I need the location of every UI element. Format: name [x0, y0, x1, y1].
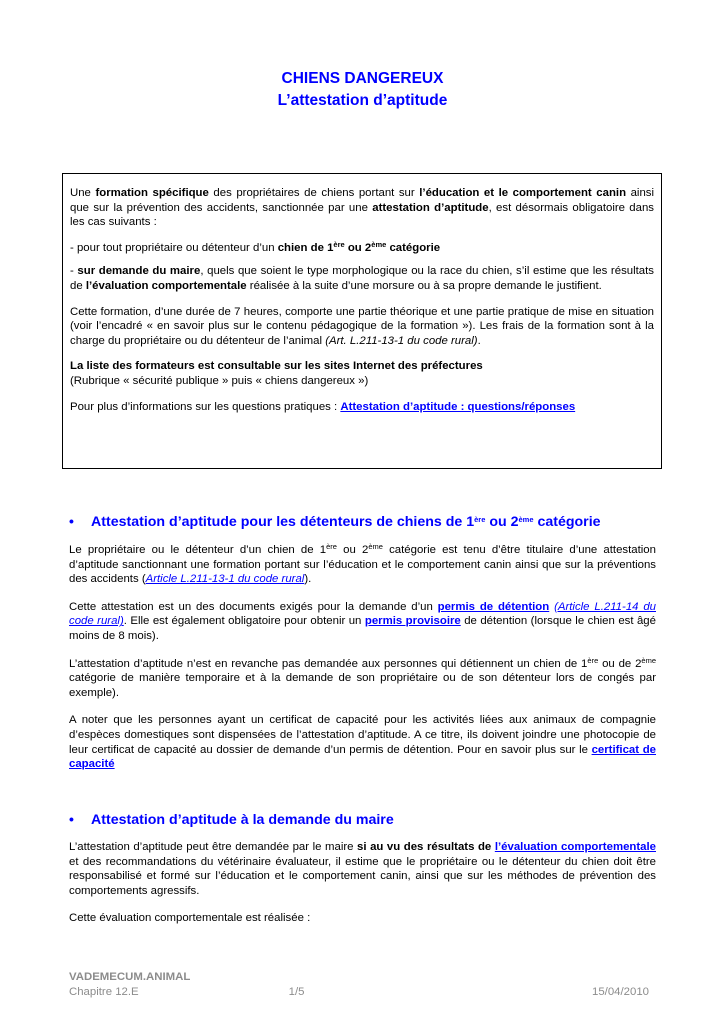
text-bold: La liste des formateurs est consultable sur les sites Internet des préfectures: [70, 360, 483, 373]
text: Pour plus d’informations sur les questions pratiques :: [70, 400, 341, 413]
text: - pour tout propriétaire ou détenteur d’un: [70, 241, 278, 254]
text: (Rubrique « sécurité publique » puis « chiens dangereux »): [70, 374, 369, 387]
text: Le propriétaire ou le détenteur d’un chien de 1: [69, 544, 327, 556]
superscript: ère: [587, 655, 599, 665]
footer-chapter: Chapitre 12.E: [69, 986, 139, 998]
section-1-paragraph-3: [69, 657, 656, 701]
text-bold: l’éducation et le comportement canin: [419, 187, 627, 199]
text: Une: [70, 187, 96, 199]
info-box: [62, 173, 662, 469]
heading-text: catégorie: [533, 514, 601, 530]
section-1-heading: [69, 512, 601, 531]
superscript: ère: [326, 542, 337, 551]
text: Cette attestation est un des documents exigés pour la demande d’un: [69, 600, 438, 613]
section-1-body: [69, 543, 656, 785]
box-paragraph-3: [70, 264, 654, 293]
superscript: ème: [368, 542, 383, 551]
footer-row: [69, 985, 649, 1000]
box-paragraph-2: [70, 241, 654, 256]
text: des propriétaires de chiens portant sur: [208, 187, 420, 199]
text: , quels que soient le type morphologique ou la race du chien, s’il estime que les résultats de: [70, 265, 654, 292]
superscript: ère: [333, 239, 345, 249]
footer-date: 15/04/2010: [591, 986, 649, 998]
text: catégorie de manière temporaire et à la demande de son propriétaire ou de son détenteur lors de congés par exemple).: [69, 672, 656, 699]
section-1-paragraph-2: [69, 600, 656, 644]
box-paragraph-5: [70, 359, 654, 388]
text: réalisée à la suite d’une morsure ou à sa propre demande le justifient.: [246, 279, 602, 292]
faq-link[interactable]: Attestation d’aptitude : questions/réponses: [340, 400, 576, 413]
text: ou de 2: [598, 657, 642, 670]
box-paragraph-6: [70, 400, 654, 415]
certificat-capacite-link[interactable]: certificat de capacité: [69, 743, 656, 771]
superscript: ème: [371, 239, 387, 249]
text-bold: attestation d’aptitude: [372, 201, 489, 214]
text: et des recommandations du vétérinaire évaluateur, il estime que le propriétaire ou le détenteur du chien doit être responsabilisé et formé sur l’éducation et le comportement canin, ainsi que sur les méthodes de prévention des comportements agressifs.: [69, 855, 656, 897]
text: catégorie est tenu d’être titulaire d’une attestation d’aptitude sanctionnant une formation portant sur l’éducation et le comportement canin ainsi que sur la préventions des accidents (: [69, 544, 656, 586]
text: A noter que les personnes ayant un certificat de capacité pour les activités liées aux animaux de compagnie d’espèces domestiques sont dispensées de l’attestation d’aptitude. A ce titre, ils doivent joindre une photocopie de leur certificat de capacité au dossier de demande d’un permis de détention. Pour en savoir plus sur le: [69, 714, 656, 756]
article-l211-14-link[interactable]: (Article L.211-14 du code rural): [69, 600, 656, 628]
heading-text: Attestation d’aptitude pour les détenteurs de chiens de 1: [91, 514, 475, 530]
section-2-paragraph-1: [69, 840, 656, 898]
text: L’attestation d’aptitude n’est en revanche pas demandée aux personnes qui détiennent un chien de 1: [69, 657, 588, 670]
text-bold: chien de 1: [277, 241, 334, 254]
superscript: ère: [474, 515, 486, 524]
superscript: ème: [518, 515, 534, 524]
text: ainsi que sur la prévention des accidents, sanctionnée par une: [70, 187, 655, 214]
text: , est désormais obligatoire dans les cas suivants :: [70, 201, 654, 229]
title-line-1: CHIENS DANGEREUX: [281, 70, 444, 87]
document-title: [0, 68, 725, 112]
permis-detention-link[interactable]: permis de détention: [437, 600, 550, 613]
text: de détention (lorsque le chien est âgé moins de 8 mois).: [69, 615, 656, 642]
text-bold: ou 2: [344, 241, 372, 254]
section-1-paragraph-1: [69, 543, 656, 587]
text-bold: catégorie: [386, 241, 441, 254]
text: L’attestation d’aptitude peut être demandée par le maire: [69, 841, 358, 853]
heading-text: Attestation d’aptitude à la demande du maire: [91, 812, 394, 828]
permis-provisoire-link[interactable]: permis provisoire: [364, 615, 461, 628]
text-bold: formation spécifique: [95, 187, 209, 199]
text-bold: l’évaluation comportementale: [85, 279, 247, 292]
footer-page-number: 1/5: [288, 986, 305, 998]
evaluation-comportementale-link[interactable]: l’évaluation comportementale: [494, 841, 656, 853]
section-2-heading: [69, 810, 394, 829]
article-l211-13-1-link[interactable]: Article L.211-13-1 du code rural: [145, 573, 305, 586]
text: -: [70, 265, 78, 278]
text-bold: sur demande du maire: [77, 265, 201, 278]
text-italic: (Art. L.211-13-1 du code rural): [325, 334, 478, 347]
heading-text: ou 2: [485, 514, 519, 530]
section-1-paragraph-4: [69, 713, 656, 771]
page-footer: [69, 970, 649, 1000]
text: ou 2: [336, 544, 369, 556]
text-bold: si au vu des résultats de: [357, 841, 492, 853]
text: .: [477, 334, 481, 347]
text: . Elle est également obligatoire pour obtenir un: [123, 615, 365, 628]
text: Cette formation, d’une durée de 7 heures, comporte une partie théorique et une partie pratique de mise en situation (voir l’encadré « en savoir plus sur le contenu pédagogique de la formation »). Les frais de la formation sont à la charge du propriétaire ou du détenteur de l’animal: [70, 305, 654, 347]
box-paragraph-1: [70, 186, 654, 230]
bullet-icon: •: [69, 513, 74, 529]
bullet-icon: •: [69, 811, 74, 827]
section-2-paragraph-2: Cette évaluation comportementale est réalisée :: [69, 912, 311, 925]
box-paragraph-4: [70, 305, 654, 349]
superscript: ème: [641, 655, 656, 665]
footer-brand: VADEMECUM.ANIMAL: [69, 971, 191, 983]
title-line-2: L’attestation d’aptitude: [277, 92, 448, 109]
section-2-body: [69, 840, 656, 939]
text: ).: [304, 573, 312, 586]
